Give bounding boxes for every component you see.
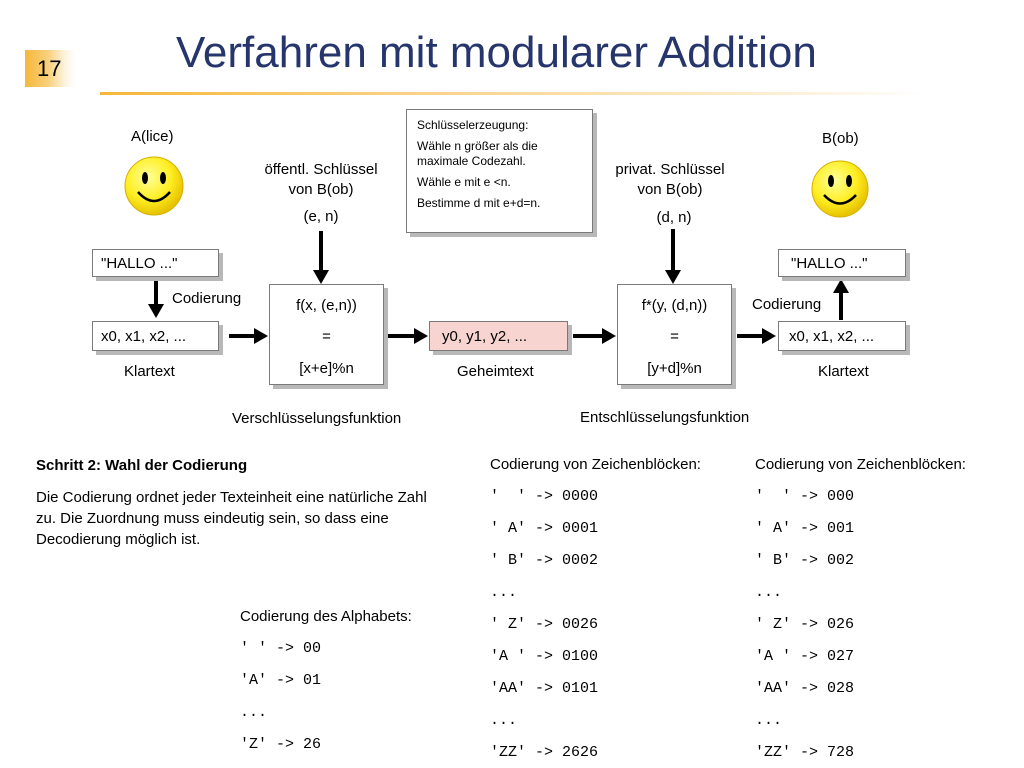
arrow-public-key	[313, 231, 329, 284]
smiley-alice-icon	[125, 157, 183, 215]
ciphertext-box: y0, y1, y2, ...	[429, 321, 568, 351]
bob-coding-label: Codierung	[752, 296, 822, 313]
block-coding-row: ' A' -> 001	[755, 520, 855, 537]
alphabet-coding-heading: Codierung des Alphabets:	[240, 608, 412, 625]
block-coding-row: 'AA' -> 028	[755, 680, 855, 697]
decryption-formula-line1: f*(y, (d,n))	[641, 297, 708, 314]
arrow-bob-coding	[833, 279, 849, 320]
alice-coding-label: Codierung	[172, 290, 242, 307]
public-key-label-line1: öffentl. Schlüssel	[264, 161, 378, 178]
alphabet-row: ' ' -> 00	[240, 640, 322, 657]
smiley-bob-icon	[812, 161, 868, 217]
encryption-formula-line3: [x+e]%n	[299, 360, 354, 377]
public-key-label-line2: von B(ob)	[288, 181, 354, 198]
encryption-formula-line2: =	[322, 328, 331, 345]
private-key-value: (d, n)	[656, 209, 692, 226]
bob-message-box: "HALLO ..."	[778, 249, 906, 277]
alice-message-box: "HALLO ..."	[92, 249, 219, 277]
bob-plaintext-caption: Klartext	[818, 363, 869, 380]
alphabet-row: ...	[240, 704, 268, 721]
page-number: 17	[25, 50, 75, 87]
block-coding-row: 'A ' -> 027	[755, 648, 855, 665]
block-coding-row: ...	[490, 584, 518, 601]
block-coding-row: ...	[490, 712, 518, 729]
private-key-label-line1: privat. Schlüssel	[615, 161, 725, 178]
decryption-function-box	[617, 284, 732, 385]
arrow-alice-coding	[148, 279, 164, 318]
arrow-to-decryption	[573, 328, 616, 344]
block-coding-row: 'AA' -> 0101	[490, 680, 599, 697]
block-coding-row: 'ZZ' -> 728	[755, 744, 855, 761]
key-generation-line3: Bestimme d mit e+d=n.	[417, 196, 541, 210]
alice-numbers-box: x0, x1, x2, ...	[92, 321, 219, 351]
block-coding-row: 'ZZ' -> 2626	[490, 744, 599, 761]
decryption-formula-line2: =	[670, 328, 679, 345]
block-coding-row: ...	[755, 584, 783, 601]
block-coding-row: ' Z' -> 026	[755, 616, 855, 633]
bob-label: B(ob)	[822, 130, 859, 147]
public-key-value: (e, n)	[303, 208, 339, 225]
bob-numbers-box: x0, x1, x2, ...	[778, 321, 906, 351]
block-coding-row: ' ' -> 0000	[490, 488, 599, 505]
alice-label: A(lice)	[131, 128, 174, 145]
block-coding-3digit-heading: Codierung von Zeichenblöcken:	[755, 456, 966, 473]
decryption-formula-line3: [y+d]%n	[647, 360, 702, 377]
block-coding-row: 'A ' -> 0100	[490, 648, 599, 665]
block-coding-row: ' B' -> 0002	[490, 552, 599, 569]
encryption-formula-line1: f(x, (e,n))	[296, 297, 357, 314]
key-generation-heading: Schlüsselerzeugung:	[417, 118, 529, 132]
encryption-caption: Verschlüsselungsfunktion	[232, 410, 402, 427]
arrow-to-ciphertext	[385, 328, 428, 344]
step-text: Die Codierung ordnet jeder Texteinheit eine natürliche Zahl zu. Die Zuordnung muss eindeutig sein, so dass eine Decodierung möglich ist.	[36, 489, 427, 548]
block-coding-4digit-heading: Codierung von Zeichenblöcken:	[490, 456, 701, 473]
arrow-private-key	[665, 229, 681, 284]
arrow-to-encryption	[229, 328, 268, 344]
alphabet-row: 'Z' -> 26	[240, 736, 322, 753]
decryption-caption: Entschlüsselungsfunktion	[580, 409, 750, 426]
block-coding-row: ' Z' -> 0026	[490, 616, 599, 633]
block-coding-row: ' A' -> 0001	[490, 520, 599, 537]
key-generation-line1: Wähle n größer als die maximale Codezahl.	[417, 139, 538, 168]
page-title: Verfahren mit modularer Addition	[176, 28, 817, 77]
block-coding-row: ' ' -> 000	[755, 488, 855, 505]
encryption-function-box	[269, 284, 384, 385]
private-key-label-line2: von B(ob)	[637, 181, 703, 198]
ciphertext-caption: Geheimtext	[457, 363, 534, 380]
alphabet-row: 'A' -> 01	[240, 672, 322, 689]
key-generation-line2: Wähle e mit e <n.	[417, 175, 511, 189]
key-generation-box	[406, 109, 593, 233]
arrow-to-bob-numbers	[737, 328, 776, 344]
block-coding-row: ' B' -> 002	[755, 552, 855, 569]
block-coding-row: ...	[755, 712, 783, 729]
alice-plaintext-caption: Klartext	[124, 363, 175, 380]
step-heading: Schritt 2: Wahl der Codierung	[36, 457, 248, 474]
